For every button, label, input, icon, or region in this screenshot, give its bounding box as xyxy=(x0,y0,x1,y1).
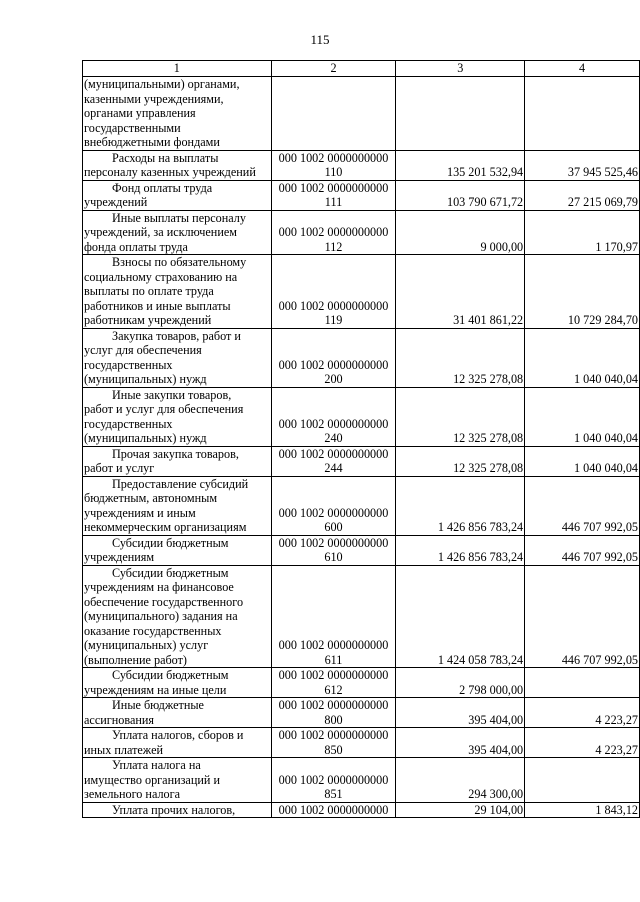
description-line: Субсидии бюджетным xyxy=(112,668,229,682)
code-line: 112 xyxy=(324,239,343,254)
description-line: услуг для обеспечения xyxy=(84,343,202,357)
description-line: органами управления xyxy=(84,106,196,120)
description-line: (муниципальных) услуг xyxy=(84,638,209,652)
description-line: Предоставление субсидий xyxy=(112,476,249,491)
code-line: 244 xyxy=(324,461,343,475)
code-line: 000 1002 0000000000 xyxy=(278,728,389,742)
description-line: бюджетным, автономным xyxy=(84,491,218,505)
description-line: персоналу казенных учреждений xyxy=(84,165,256,179)
row-code xyxy=(271,328,396,387)
row-code xyxy=(271,180,396,210)
description-line: государственных xyxy=(84,416,173,431)
row-col4-value: 446 707 992,05 xyxy=(525,535,640,565)
code-line: 610 xyxy=(324,550,343,564)
description-line: Расходы на выплаты xyxy=(112,150,219,165)
table-row xyxy=(83,802,640,818)
row-col3-value xyxy=(396,77,525,151)
code-line: 200 xyxy=(324,372,343,386)
table-row xyxy=(83,150,640,180)
code-line: 000 1002 0000000000 xyxy=(278,668,389,682)
code-line: 851 xyxy=(324,787,343,801)
code-line: 000 1002 0000000000 xyxy=(278,638,389,652)
table-row xyxy=(83,255,640,329)
row-col3-value: 395 404,00 xyxy=(396,698,525,728)
row-description xyxy=(83,565,272,668)
description-line: (муниципальных) нужд xyxy=(84,372,207,386)
row-description xyxy=(83,698,272,728)
row-col3-value: 29 104,00 xyxy=(396,802,525,818)
table-row xyxy=(83,728,640,758)
description-line: учреждениям и иным xyxy=(84,505,196,520)
row-col3-value: 31 401 861,22 xyxy=(396,255,525,329)
description-line: иных платежей xyxy=(84,742,163,757)
description-line: Иные выплаты персоналу xyxy=(112,210,246,225)
row-code xyxy=(271,698,396,728)
table-row xyxy=(83,328,640,387)
code-line: 000 1002 0000000000 xyxy=(278,225,389,239)
page-number: 115 xyxy=(310,32,330,47)
row-col4-value xyxy=(525,668,640,698)
description-line: учреждениям на финансовое xyxy=(84,580,234,594)
row-col3-value: 103 790 671,72 xyxy=(396,180,525,210)
row-col4-value: 1 040 040,04 xyxy=(525,446,640,476)
row-code xyxy=(271,802,396,818)
code-line: 119 xyxy=(324,313,343,327)
description-line: работ и услуг для обеспечения xyxy=(84,402,244,416)
description-line: Уплата налогов, сборов и xyxy=(112,728,244,742)
row-col4-value: 1 843,12 xyxy=(525,802,640,818)
description-line: Субсидии бюджетным xyxy=(112,565,229,580)
code-line: 611 xyxy=(324,652,343,667)
description-line: социальному страхованию на xyxy=(84,269,238,284)
row-description xyxy=(83,150,272,180)
row-description xyxy=(83,210,272,255)
code-line: 111 xyxy=(324,195,343,209)
code-line: 612 xyxy=(324,682,343,697)
row-description xyxy=(83,728,272,758)
description-line: внебюджетными фондами xyxy=(84,135,220,149)
description-line: учреждений, за исключением xyxy=(84,225,237,239)
table-row xyxy=(83,668,640,698)
row-col4-value: 4 223,27 xyxy=(525,698,640,728)
description-line: государственных xyxy=(84,357,173,372)
description-line: фонда оплаты труда xyxy=(84,239,188,254)
row-col3-value: 1 424 058 783,24 xyxy=(396,565,525,668)
row-col4-value: 1 040 040,04 xyxy=(525,387,640,446)
description-line: государственными xyxy=(84,120,181,135)
table-row xyxy=(83,210,640,255)
code-line: 000 1002 0000000000 xyxy=(278,446,389,461)
description-line: Фонд оплаты труда xyxy=(112,180,213,195)
col-header-1: 1 xyxy=(83,61,272,77)
description-line: Иные закупки товаров, xyxy=(112,387,232,402)
table-row xyxy=(83,476,640,535)
table-row xyxy=(83,535,640,565)
table-row xyxy=(83,565,640,668)
code-line: 000 1002 0000000000 xyxy=(278,535,389,550)
row-code xyxy=(271,668,396,698)
description-line: учреждений xyxy=(84,195,148,209)
description-line: Иные бюджетные xyxy=(112,698,204,712)
description-line: обеспечение государственного xyxy=(84,594,244,609)
description-line: учреждениям xyxy=(84,550,155,564)
description-line: Прочая закупка товаров, xyxy=(112,446,239,461)
description-line: ассигнования xyxy=(84,712,155,727)
row-code xyxy=(271,476,396,535)
col-header-3: 3 xyxy=(396,61,525,77)
description-line: (выполнение работ) xyxy=(84,652,187,667)
row-col4-value xyxy=(525,77,640,151)
row-description xyxy=(83,535,272,565)
row-col3-value: 12 325 278,08 xyxy=(396,328,525,387)
code-line: 000 1002 0000000000 xyxy=(278,698,389,712)
row-code xyxy=(271,210,396,255)
description-line: работ и услуг xyxy=(84,461,155,475)
row-col3-value: 135 201 532,94 xyxy=(396,150,525,180)
row-col4-value: 37 945 525,46 xyxy=(525,150,640,180)
row-col3-value: 294 300,00 xyxy=(396,758,525,803)
code-line: 850 xyxy=(324,742,343,757)
description-line: работникам учреждений xyxy=(84,313,212,327)
row-description xyxy=(83,476,272,535)
row-col4-value: 10 729 284,70 xyxy=(525,255,640,329)
description-line: Уплата прочих налогов, xyxy=(112,802,236,817)
table-row xyxy=(83,758,640,803)
row-code xyxy=(271,150,396,180)
row-code xyxy=(271,255,396,329)
code-line: 110 xyxy=(324,165,343,179)
row-col3-value: 1 426 856 783,24 xyxy=(396,476,525,535)
description-line: Закупка товаров, работ и xyxy=(112,328,241,343)
description-line: казенными учреждениями, xyxy=(84,91,224,106)
table-row xyxy=(83,698,640,728)
budget-table xyxy=(82,60,640,818)
description-line: (муниципальных) нужд xyxy=(84,431,207,445)
row-code xyxy=(271,728,396,758)
row-col3-value: 9 000,00 xyxy=(396,210,525,255)
code-line: 000 1002 0000000000 xyxy=(278,772,389,787)
code-line: 240 xyxy=(324,431,343,445)
code-line: 600 xyxy=(324,520,343,534)
description-line: оказание государственных xyxy=(84,623,222,638)
header-row xyxy=(83,61,640,77)
row-col4-value: 4 223,27 xyxy=(525,728,640,758)
code-line: 000 1002 0000000000 xyxy=(278,505,389,520)
row-description xyxy=(83,802,272,818)
description-line: имущество организаций и xyxy=(84,772,220,787)
table-row xyxy=(83,180,640,210)
description-line: некоммерческим организациям xyxy=(84,520,247,534)
description-line: (муниципального) задания на xyxy=(84,609,238,623)
code-line: 000 1002 0000000000 xyxy=(278,416,389,431)
row-code xyxy=(271,565,396,668)
table-row xyxy=(83,387,640,446)
row-code xyxy=(271,535,396,565)
row-col3-value: 12 325 278,08 xyxy=(396,446,525,476)
row-col4-value: 446 707 992,05 xyxy=(525,476,640,535)
row-description xyxy=(83,387,272,446)
row-col4-value: 1 040 040,04 xyxy=(525,328,640,387)
description-line: работников и иные выплаты xyxy=(84,298,231,313)
description-line: (муниципальными) органами, xyxy=(84,77,240,91)
row-description xyxy=(83,668,272,698)
code-line: 800 xyxy=(324,712,343,727)
description-line: земельного налога xyxy=(84,787,181,801)
row-col3-value: 1 426 856 783,24 xyxy=(396,535,525,565)
row-description xyxy=(83,758,272,803)
row-col4-value xyxy=(525,758,640,803)
row-code xyxy=(271,758,396,803)
row-col4-value: 1 170,97 xyxy=(525,210,640,255)
description-line: выплаты по оплате труда xyxy=(84,284,214,298)
description-line: Уплата налога на xyxy=(112,758,201,772)
code-line: 000 1002 0000000000 xyxy=(278,180,389,195)
row-code xyxy=(271,446,396,476)
description-line: Субсидии бюджетным xyxy=(112,535,229,550)
col-header-4: 4 xyxy=(525,61,640,77)
code-line: 000 1002 0000000000 xyxy=(278,802,389,817)
col-header-2: 2 xyxy=(271,61,396,77)
code-line: 000 1002 0000000000 xyxy=(278,150,389,165)
row-description xyxy=(83,446,272,476)
description-line: учреждениям на иные цели xyxy=(84,682,227,697)
row-description xyxy=(83,77,272,151)
code-line: 000 1002 0000000000 xyxy=(278,357,389,372)
code-line: 000 1002 0000000000 xyxy=(278,298,389,313)
table-row xyxy=(83,77,640,151)
description-line: Взносы по обязательному xyxy=(112,255,247,269)
table-body xyxy=(83,77,640,818)
row-col3-value: 395 404,00 xyxy=(396,728,525,758)
table-row xyxy=(83,446,640,476)
row-description xyxy=(83,328,272,387)
row-description xyxy=(83,180,272,210)
row-col4-value: 446 707 992,05 xyxy=(525,565,640,668)
row-col4-value: 27 215 069,79 xyxy=(525,180,640,210)
row-col3-value: 12 325 278,08 xyxy=(396,387,525,446)
row-col3-value: 2 798 000,00 xyxy=(396,668,525,698)
row-code xyxy=(271,77,396,151)
row-code xyxy=(271,387,396,446)
row-description xyxy=(83,255,272,329)
